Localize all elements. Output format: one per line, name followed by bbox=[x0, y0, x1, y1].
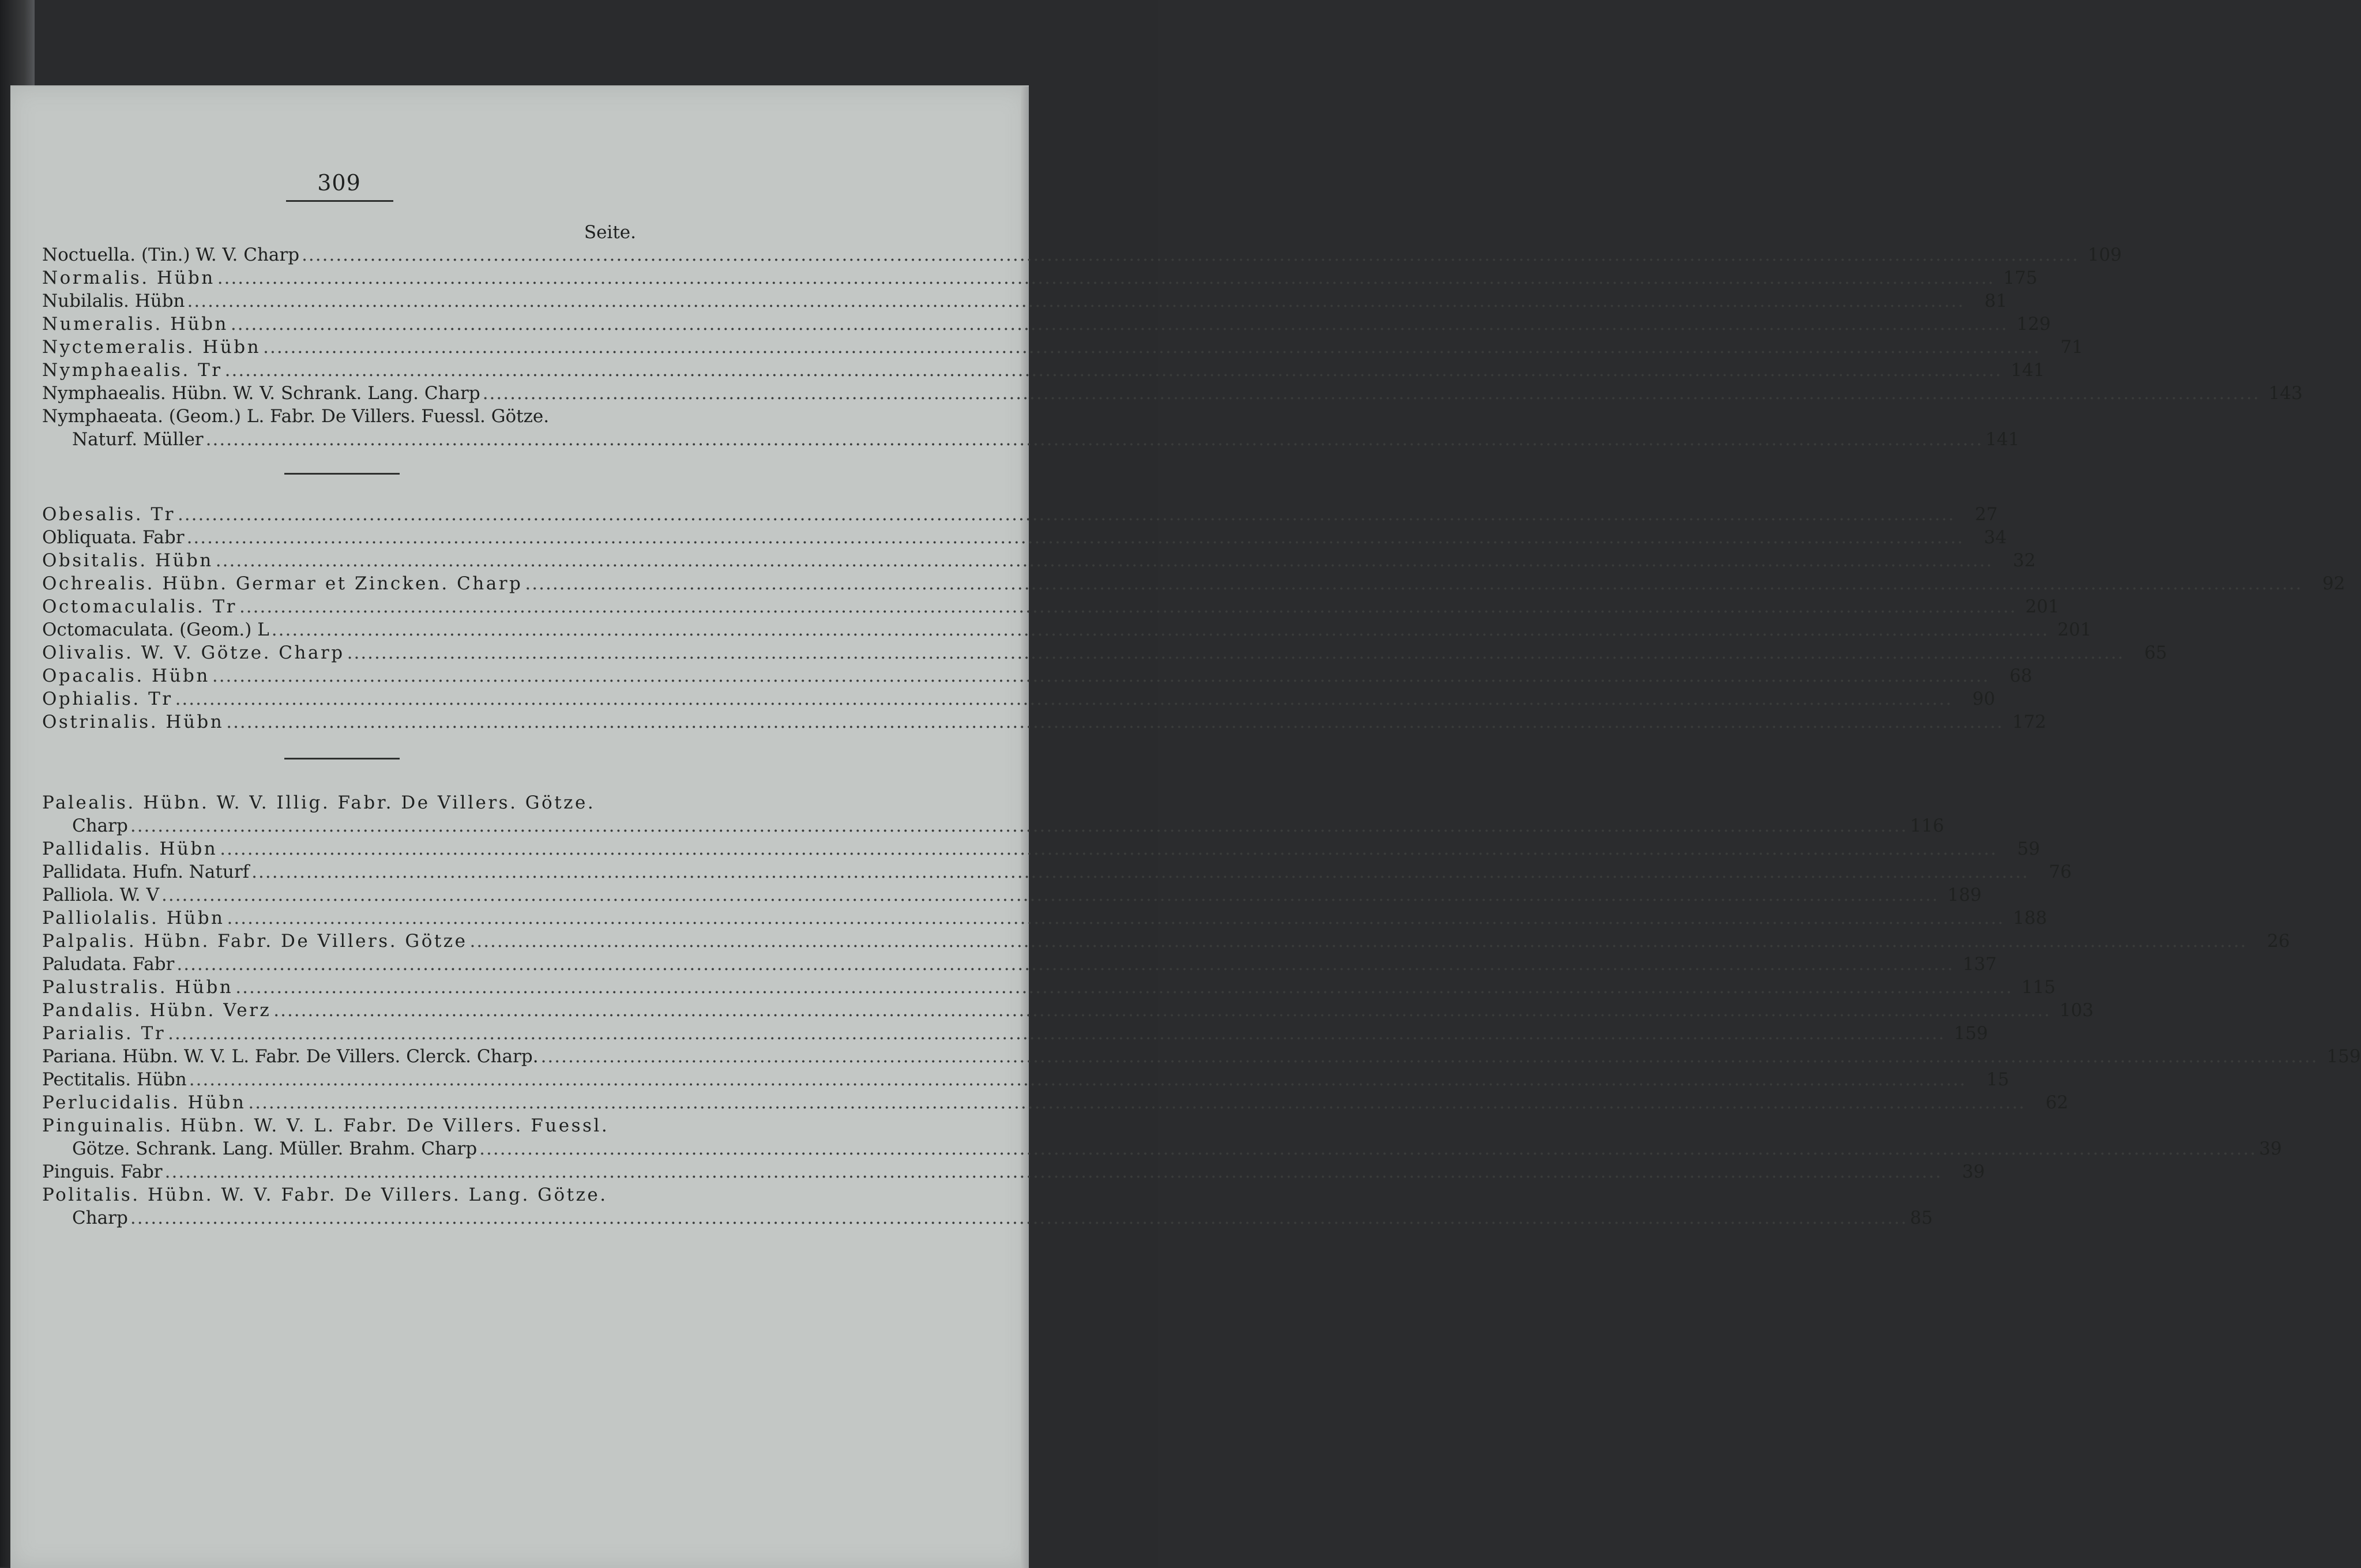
entry-name: Numeralis. Hübn bbox=[42, 314, 228, 334]
entry-name: Paludata. Fabr bbox=[42, 954, 175, 975]
index-entry bbox=[42, 999, 2094, 1022]
index-list bbox=[42, 243, 2361, 1229]
entry-name: Ochrealis. Hübn. Germar et Zincken. Charp bbox=[42, 573, 523, 594]
entry-page-number: 115 bbox=[2021, 977, 2056, 998]
entry-line bbox=[42, 710, 2047, 734]
entry-line bbox=[42, 1022, 1988, 1045]
index-entry bbox=[42, 687, 1995, 710]
entry-page-number: 65 bbox=[2144, 642, 2167, 663]
index-entry bbox=[42, 526, 2007, 549]
entry-continuation-line bbox=[42, 1206, 1933, 1229]
index-entry bbox=[42, 1183, 1933, 1229]
entry-name: Nymphaealis. Hübn. W. V. Schrank. Lang. Charp bbox=[42, 383, 480, 404]
entry-line bbox=[42, 953, 1997, 976]
entry-name: Noctuella. (Tin.) W. V. Charp bbox=[42, 245, 300, 265]
entry-page-number: 90 bbox=[1972, 689, 1995, 709]
column-heading: Seite. bbox=[584, 222, 636, 243]
dot-leader: .................................................................................................................................................................................................................................................................... bbox=[226, 712, 2004, 732]
dot-leader: .................................................................................................................................................................................................................................................................... bbox=[227, 908, 2005, 928]
dot-leader: .................................................................................................................................................................................................................................................................... bbox=[212, 665, 1990, 686]
entry-page-number: 103 bbox=[2059, 1000, 2094, 1021]
entry-line bbox=[42, 1160, 1985, 1183]
entry-page-number: 62 bbox=[2045, 1092, 2069, 1113]
dot-leader: .................................................................................................................................................................................................................................................................... bbox=[525, 573, 2303, 594]
dot-leader: .................................................................................................................................................................................................................................................................... bbox=[175, 689, 1953, 709]
entry-page-number: 159 bbox=[2326, 1046, 2361, 1067]
dot-leader: .................................................................................................................................................................................................................................................................... bbox=[220, 838, 1998, 859]
dot-leader: .................................................................................................................................................................................................................................................................... bbox=[168, 1023, 1946, 1044]
index-entry bbox=[42, 1068, 2009, 1091]
entry-line bbox=[42, 664, 2032, 687]
index-entry bbox=[42, 907, 2047, 930]
index-entry bbox=[42, 860, 2072, 883]
index-entry bbox=[42, 710, 2047, 734]
dot-leader: .................................................................................................................................................................................................................................................................... bbox=[273, 1000, 2051, 1021]
entry-line bbox=[42, 313, 2051, 336]
entry-name: Palustralis. Hübn bbox=[42, 977, 234, 998]
entry-line bbox=[42, 883, 1982, 907]
entry-continuation: Naturf. Müller bbox=[72, 429, 204, 450]
entry-name: Pinguinalis. Hübn. W. V. L. Fabr. De Villers. Fuessl. bbox=[42, 1115, 610, 1136]
entry-page-number: 59 bbox=[2017, 838, 2040, 859]
dot-leader: .................................................................................................................................................................................................................................................................... bbox=[482, 383, 2260, 404]
dot-leader: .................................................................................................................................................................................................................................................................... bbox=[271, 619, 2049, 640]
dot-leader: .................................................................................................................................................................................................................................................................... bbox=[263, 337, 2041, 358]
dot-leader: .................................................................................................................................................................................................................................................................... bbox=[164, 1161, 1942, 1182]
index-entry bbox=[42, 641, 2167, 664]
dot-leader: .................................................................................................................................................................................................................................................................... bbox=[205, 429, 1983, 450]
entry-continuation-line bbox=[42, 1137, 2282, 1160]
entry-page-number: 137 bbox=[1963, 954, 1997, 975]
entry-page-number: 188 bbox=[2013, 908, 2047, 928]
entry-page-number: 141 bbox=[2010, 360, 2045, 381]
page-number: 309 bbox=[317, 170, 361, 195]
entry-name: Octomaculalis. Tr bbox=[42, 596, 237, 617]
dot-leader: .................................................................................................................................................................................................................................................................... bbox=[130, 1208, 1908, 1228]
page-number-rule bbox=[286, 200, 393, 202]
entry-page-number: 39 bbox=[2259, 1138, 2282, 1159]
entry-name: Pallidata. Hufn. Naturf bbox=[42, 862, 250, 882]
index-entry bbox=[42, 837, 2040, 860]
entry-name: Nymphaealis. Tr bbox=[42, 360, 223, 381]
index-entry bbox=[42, 382, 2303, 405]
entry-line bbox=[42, 999, 2094, 1022]
entry-name: Palliolalis. Hübn bbox=[42, 908, 225, 928]
entry-name: Pectitalis. Hübn bbox=[42, 1069, 187, 1090]
entry-line bbox=[42, 837, 2040, 860]
entry-line bbox=[42, 549, 2036, 572]
entry-line bbox=[42, 572, 2345, 595]
entry-line bbox=[42, 1091, 2069, 1114]
entry-page-number: 109 bbox=[2087, 245, 2122, 265]
entry-name: Palliola. W. V bbox=[42, 885, 159, 905]
entry-name: Octomaculata. (Geom.) L bbox=[42, 619, 269, 640]
entry-page-number: 34 bbox=[1984, 527, 2007, 548]
entry-line bbox=[42, 336, 2084, 359]
entry-name: Ostrinalis. Hübn bbox=[42, 712, 224, 732]
index-entry bbox=[42, 289, 2007, 313]
index-entry bbox=[42, 595, 2059, 618]
dot-leader: .................................................................................................................................................................................................................................................................... bbox=[187, 291, 1965, 311]
entry-name: Palealis. Hübn. W. V. Illig. Fabr. De Villers. Götze. bbox=[42, 792, 596, 813]
entry-page-number: 76 bbox=[2048, 862, 2072, 882]
entry-line bbox=[42, 930, 2290, 953]
entry-page-number: 92 bbox=[2322, 573, 2345, 594]
entry-name: Nubilalis. Hübn bbox=[42, 291, 185, 311]
index-entry bbox=[42, 405, 2020, 451]
entry-name: Pallidalis. Hübn bbox=[42, 838, 218, 859]
index-entry bbox=[42, 1091, 2069, 1114]
dot-leader: .................................................................................................................................................................................................................................................................... bbox=[177, 504, 1955, 525]
entry-page-number: 27 bbox=[1975, 504, 1998, 525]
entry-continuation: Charp bbox=[72, 815, 128, 836]
dot-leader: .................................................................................................................................................................................................................................................................... bbox=[224, 360, 2002, 381]
entry-page-number: 201 bbox=[2057, 619, 2092, 640]
entry-page-number: 159 bbox=[1953, 1023, 1988, 1044]
entry-continuation-line bbox=[42, 814, 1945, 837]
entry-line bbox=[42, 595, 2059, 618]
entry-line bbox=[42, 503, 1998, 526]
dot-leader: .................................................................................................................................................................................................................................................................... bbox=[239, 596, 2017, 617]
entry-page-number: 172 bbox=[2012, 712, 2047, 732]
entry-continuation: Charp bbox=[72, 1208, 128, 1228]
section-divider bbox=[42, 451, 640, 503]
entry-page-number: 32 bbox=[2013, 550, 2036, 571]
entry-name: Normalis. Hübn bbox=[42, 268, 215, 288]
entry-name: Palpalis. Hübn. Fabr. De Villers. Götze bbox=[42, 931, 468, 952]
entry-page-number: 68 bbox=[2009, 665, 2032, 686]
index-entry bbox=[42, 930, 2290, 953]
entry-page-number: 143 bbox=[2268, 383, 2303, 404]
index-entry bbox=[42, 618, 2092, 641]
index-entry bbox=[42, 243, 2122, 266]
entry-name: Nyctemeralis. Hübn bbox=[42, 337, 261, 358]
index-entry bbox=[42, 336, 2084, 359]
index-entry bbox=[42, 1160, 1985, 1183]
entry-name: Obesalis. Tr bbox=[42, 504, 175, 525]
entry-page-number: 15 bbox=[1986, 1069, 2009, 1090]
entry-line bbox=[42, 289, 2007, 313]
entry-line bbox=[42, 618, 2092, 641]
index-entry bbox=[42, 266, 2037, 289]
entry-line bbox=[42, 243, 2122, 266]
divider-rule bbox=[284, 758, 400, 759]
index-entry bbox=[42, 549, 2036, 572]
entry-page-number: 129 bbox=[2016, 314, 2051, 334]
dot-leader: .................................................................................................................................................................................................................................................................... bbox=[469, 931, 2247, 952]
dot-leader: .................................................................................................................................................................................................................................................................... bbox=[235, 977, 2013, 998]
entry-line bbox=[42, 860, 2072, 883]
entry-line bbox=[42, 976, 2056, 999]
index-entry bbox=[42, 664, 2032, 687]
index-entry bbox=[42, 1114, 2282, 1160]
index-entry bbox=[42, 953, 1997, 976]
entry-name: Perlucidalis. Hübn bbox=[42, 1092, 246, 1113]
entry-name: Nymphaeata. (Geom.) L. Fabr. De Villers. Fuessl. Götze. bbox=[42, 406, 550, 427]
index-entry bbox=[42, 359, 2045, 382]
index-entry bbox=[42, 1022, 1988, 1045]
entry-page-number: 81 bbox=[1984, 291, 2007, 311]
entry-page-number: 26 bbox=[2267, 931, 2290, 952]
dot-leader: .................................................................................................................................................................................................................................................................... bbox=[479, 1138, 2257, 1159]
dot-leader: .................................................................................................................................................................................................................................................................... bbox=[217, 268, 1995, 288]
entry-page-number: 71 bbox=[2060, 337, 2084, 358]
entry-line bbox=[42, 907, 2047, 930]
index-entry bbox=[42, 883, 1982, 907]
entry-page-number: 39 bbox=[1962, 1161, 1985, 1182]
index-entry bbox=[42, 313, 2051, 336]
entry-line bbox=[42, 382, 2303, 405]
entry-line bbox=[42, 266, 2037, 289]
dot-leader: .................................................................................................................................................................................................................................................................... bbox=[251, 862, 2029, 882]
entry-name: Pinguis. Fabr bbox=[42, 1161, 163, 1182]
entry-name: Parialis. Tr bbox=[42, 1023, 166, 1044]
entry-name: Opacalis. Hübn bbox=[42, 665, 210, 686]
divider-rule bbox=[284, 473, 400, 475]
entry-name: Obliquata. Fabr bbox=[42, 527, 185, 548]
dot-leader: .................................................................................................................................................................................................................................................................... bbox=[248, 1092, 2026, 1113]
entry-line bbox=[42, 641, 2167, 664]
entry-name: Obsitalis. Hübn bbox=[42, 550, 213, 571]
entry-continuation-line bbox=[42, 428, 2020, 451]
entry-line bbox=[42, 1045, 2361, 1068]
entry-continuation: Götze. Schrank. Lang. Müller. Brahm. Charp bbox=[72, 1138, 478, 1159]
entry-line bbox=[42, 526, 2007, 549]
entry-name: Politalis. Hübn. W. V. Fabr. De Villers. Lang. Götze. bbox=[42, 1185, 608, 1205]
dot-leader: .................................................................................................................................................................................................................................................................... bbox=[347, 642, 2125, 663]
index-entry bbox=[42, 791, 1945, 837]
dot-leader: .................................................................................................................................................................................................................................................................... bbox=[161, 885, 1939, 905]
entry-page-number: 85 bbox=[1909, 1208, 1933, 1228]
entry-name: Ophialis. Tr bbox=[42, 689, 173, 709]
entry-page-number: 141 bbox=[1985, 429, 2020, 450]
dot-leader: .................................................................................................................................................................................................................................................................... bbox=[176, 954, 1954, 975]
dot-leader: .................................................................................................................................................................................................................................................................... bbox=[189, 1069, 1967, 1090]
dot-leader: .................................................................................................................................................................................................................................................................... bbox=[540, 1046, 2318, 1067]
dot-leader: .................................................................................................................................................................................................................................................................... bbox=[215, 550, 1993, 571]
entry-line bbox=[42, 1068, 2009, 1091]
index-entry bbox=[42, 503, 1998, 526]
index-entry bbox=[42, 572, 2345, 595]
entry-page-number: 189 bbox=[1947, 885, 1982, 905]
entry-page-number: 201 bbox=[2025, 596, 2059, 617]
dot-leader: .................................................................................................................................................................................................................................................................... bbox=[186, 527, 1964, 548]
entry-name: Pariana. Hübn. W. V. L. Fabr. De Villers. Clerck. Charp. bbox=[42, 1046, 539, 1067]
dot-leader: .................................................................................................................................................................................................................................................................... bbox=[230, 314, 2008, 334]
section-divider bbox=[42, 734, 640, 791]
index-entry bbox=[42, 976, 2056, 999]
entry-name: Pandalis. Hübn. Verz bbox=[42, 1000, 272, 1021]
entry-name: Olivalis. W. V. Götze. Charp bbox=[42, 642, 345, 663]
entry-line bbox=[42, 687, 1995, 710]
entry-page-number: 116 bbox=[1909, 815, 1945, 836]
dot-leader: .................................................................................................................................................................................................................................................................... bbox=[302, 245, 2080, 265]
book-page bbox=[10, 85, 2361, 1568]
entry-page-number: 175 bbox=[2003, 268, 2037, 288]
index-entry bbox=[42, 1045, 2361, 1068]
entry-line bbox=[42, 359, 2045, 382]
dot-leader: .................................................................................................................................................................................................................................................................... bbox=[130, 815, 1908, 836]
